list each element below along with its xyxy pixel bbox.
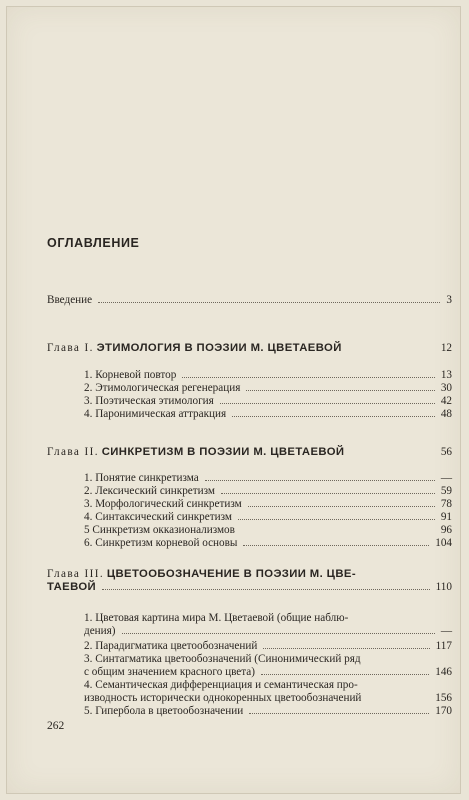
list-item: 3. Поэтическая этимология 42 — [84, 395, 452, 407]
chapter-page: 56 — [440, 446, 452, 458]
chapter-page: 110 — [435, 581, 452, 593]
list-item: 3. Синтагматика цветообозначений (Синонимический ряд с общим значением красного цвета) 146 — [84, 653, 452, 678]
chapter-title-line2: ТАЕВОЙ — [47, 581, 97, 593]
list-item: 5. Гипербола в цветообозначении 170 — [84, 705, 452, 717]
chapter-heading-3 — [47, 568, 452, 581]
chapter-heading-3-cont — [47, 581, 452, 594]
list-item: 2. Парадигматика цветообозначений 117 — [84, 640, 452, 652]
list-item: 2. Этимологическая регенерация 30 — [84, 382, 452, 394]
entry-page: 3 — [446, 294, 452, 306]
chapter-title: ЭТИМОЛОГИЯ В ПОЭЗИИ М. ЦВЕТАЕВОЙ — [96, 342, 342, 354]
list-item: 3. Морфологический синкретизм 78 — [84, 498, 452, 510]
toc-entry-intro — [47, 294, 452, 307]
list-item: 1. Понятие синкретизма — — [84, 472, 452, 484]
book-page — [6, 6, 461, 794]
chapter-title: СИНКРЕТИЗМ В ПОЭЗИИ М. ЦВЕТАЕВОЙ — [101, 446, 345, 458]
chapter-title-line1: ЦВЕТООБОЗНАЧЕНИЕ В ПОЭЗИИ М. ЦВЕ- — [106, 568, 356, 580]
leader-dots — [98, 302, 440, 303]
list-item: 1. Цветовая картина мира М. Цветаевой (общие наблю- дения) — — [84, 612, 452, 637]
list-item: 2. Лексический синкретизм 59 — [84, 485, 452, 497]
list-item: 4. Паронимическая аттракция 48 — [84, 408, 452, 420]
page-number: 262 — [47, 720, 65, 732]
list-item: 6. Синкретизм корневой основы 104 — [84, 537, 452, 549]
toc-title: ОГЛАВЛЕНИЕ — [47, 236, 140, 250]
chapter-prefix: Глава I. — [47, 342, 94, 354]
entry-label: Введение — [47, 294, 93, 306]
list-item: 4. Семантическая дифференциация и семантическая про- изводность исторически однокоренных цветообозначений 156 — [84, 679, 452, 704]
chapter-heading-2 — [47, 446, 452, 459]
chapter-prefix: Глава II. — [47, 446, 99, 458]
chapter-heading-1 — [47, 342, 452, 355]
list-item: 1. Корневой повтор 13 — [84, 369, 452, 381]
chapter-prefix: Глава III. — [47, 568, 105, 580]
list-item: 5 Синкретизм окказионализмов 96 — [84, 524, 452, 536]
chapter-page: 12 — [440, 342, 452, 354]
list-item: 4. Синтаксический синкретизм 91 — [84, 511, 452, 523]
